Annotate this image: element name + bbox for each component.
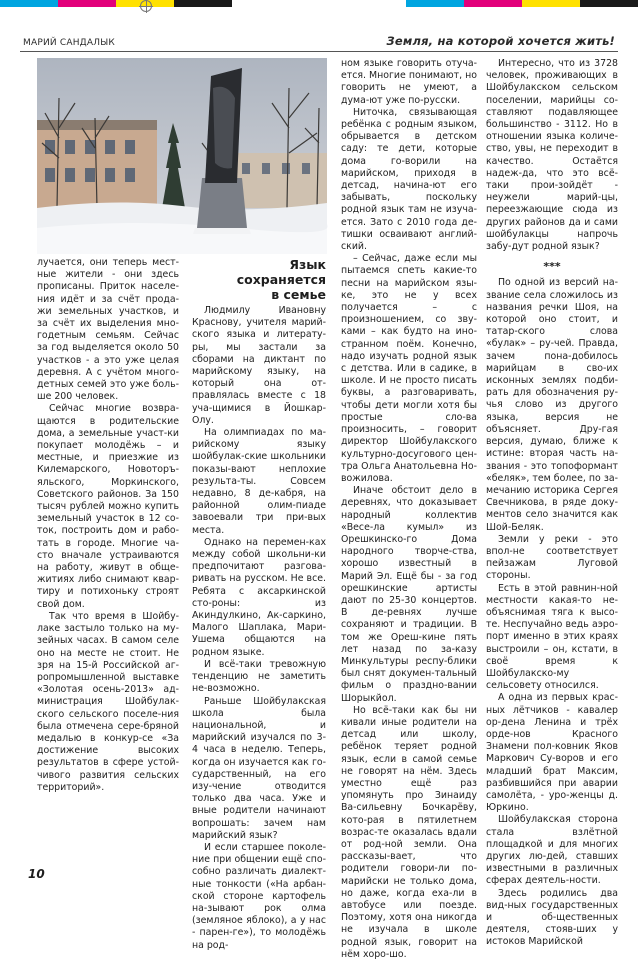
text-column-3 bbox=[341, 58, 477, 961]
paragraph: Раньше Шойбулакская школа была национальной, и марийский изучался по 3-4 часа в неделю. Теперь, когда он изучается как го-сударственный, на его изу-чение отводится только два часа. Уже и вные родители начинают вопрошать: зачем нам марийский язык? bbox=[192, 695, 326, 841]
paragraph: Иначе обстоит дело в деревнях, что доказывает народный коллектив «Весе-ла кумыл» из Орешкинско-го Дома народного творче-ства, хорошо известный в Марий Эл. Ещё бы - за год орешкинские артисты дают по 25-30 концертов. В де-ревнях лучше сохраняют и традиции. В том же Ореш-кине пять лет назад по за-казу Минкультуры респу-блики был снят докумен-тальный фильм о праздно-вании Шорыкйол. bbox=[341, 485, 477, 704]
paragraph: Так что время в Шойбу-лаке застыло только на му-зейных часах. В самом селе оно на месте не стоит. Не зря на 15-й Российской аг-ропромышленной выставке «Золотая осень-2013» ад-министрация Шойбулак-ского сельского поселе-ния была отмечена сере-бряной медалью в конкур-се «За достижение высоких результатов в сфере устой-чивого развития сельских территорий». bbox=[37, 610, 179, 793]
paragraph: На олимпиадах по ма-рийскому языку шойбулак-ские школьники показы-вают неплохие результа-ты. Совсем недавно, 8 де-кабря, на районной олим-пиаде завоевали три при-вых места. bbox=[192, 427, 326, 536]
paragraph: Однако на перемен-ках между собой школьни-ки предпочитают разгова-ривать на русском. Не все. Ребята с аксаркинской сто-роны: из Акиндулкино, Ак-саркино, Малого Шаплака, Мари-Ушема общаются на родном языке. bbox=[192, 536, 326, 658]
paragraph: И если старшее поколе-ние при общении ещё спо-собно различать диалект-ные тонкости («На арбан-ской стороне картофель на-зывают рок олма (земляное яблоко), а у нас - парен-ге»), то молодёжь на род- bbox=[192, 841, 326, 951]
header-title: Земля, на которой хочется жить! bbox=[386, 34, 615, 48]
header-author: МАРИЙ САНДАЛЫК bbox=[23, 38, 115, 48]
text-column-2 bbox=[192, 257, 326, 952]
paragraph: Шойбулакская сторона стала взлётной площадкой и для многих других лю-дей, ставших известными в различных сферах деятель-ности. bbox=[486, 814, 618, 887]
paragraph: Интересно, что из 3728 человек, проживающих в Шойбулакском сельском поселении, марийцы со-ставляют подавляющее большинство - 3112. Но в отношении языка количе-ство, увы, не переходит в качество. Остаётся надеж-да, что это всё-таки прои-зойдёт - неужели марий-цы, переезжающие сюда из других районов да и сами шойбулакцы напрочь забу-дут родной язык? bbox=[486, 58, 618, 253]
print-color-bar bbox=[0, 0, 638, 7]
section-separator: *** bbox=[543, 260, 561, 274]
paragraph: Есть в этой равнин-ной местности какая-то не-объяснимая тяга к высо-те. Неспучайно ведь аэро-порт именно в этих краях выстроили – он, кстати, в своё время к Шойбулакско-му сельсовету относился. bbox=[486, 582, 618, 692]
paragraph: ном языке говорить отуча-ется. Многие понимают, но говорить не умеют, а дума-ют уже по-русски. bbox=[341, 58, 477, 106]
registration-mark-icon bbox=[140, 0, 152, 12]
paragraph: Ниточка, связывающая ребёнка с родным языком, обрывается в детском саду: те дети, которые дома го-ворили на марийском, приходя в детсад, начина-ют его забывать, поскольку родной язык там не изуча-ется. Зато с 2010 года де-тишки осваивают англий-ский. bbox=[341, 106, 477, 253]
paragraph: И всё-таки тревожную тенденцию не заметить не-возможно. bbox=[192, 658, 326, 695]
monument-photo bbox=[37, 58, 327, 254]
text-column-1 bbox=[37, 257, 179, 794]
paragraph: По одной из версий на-звание села сложилось из названия речки Шоя, на которой оно стоит, и татар-ского слова «булак» – ру-чей. Правда, зачем пона-добилось марийцам в сво-их исконных землях подби-рать для обозначения ру-чья слово из другого языка, версия не объясняет. Дру-гая версия, думаю, ближе к истине: вторая часть на-звания - это топоформант «беляк», тем более, по за-мечанию историка Сергея Свечникова, в ряде доку-ментов село значится как Шой-Беляк. bbox=[486, 277, 618, 533]
paragraph: Здесь родились два вид-ных государственных и об-щественных деятеля, стояв-ших у истоков Марийской bbox=[486, 887, 618, 948]
paragraph: Людмилу Ивановну Краснову, учителя марий-ского языка и литерату-ры, мы застали за сборами на диктант по марийскому языку, на который она от-правлялась вместе с 18 уча-щимися в Йошкар-Олу. bbox=[192, 305, 326, 426]
paragraph: А одна из первых крас-ных лётчиков - кавалер ор-дена Ленина и трёх орде-нов Красного Знамени пол-ковник Яков Маркович Су-воров и его младший брат Максим, разбившийся при аварии самолёта, - уро-женцы д. Юркино. bbox=[486, 692, 618, 814]
section-heading: Язык сохраняется в семье bbox=[236, 257, 326, 302]
paragraph: Земли у реки - это впол-не соответствует пейзажам Луговой стороны. bbox=[486, 533, 618, 582]
paragraph: Но всё-таки как бы ни кивали иные родители на детсад или школу, ребёнок теряет родной язык, если в самой семье не говорят на нём. Здесь уместно ещё раз упомянуть про Зинаиду Ва-сильевну Бочкарёву, кото-рая в пятилетнем возрас-те оказалась вдали от род-ной земли. Она рассказы-вает, что родители говори-ли по-марийски не только дома, но даже, когда еха-ли в автобусе или поезде. Поэтому, хотя она никогда не изучала в школе родной язык, говорит на нём хоро-шо. bbox=[341, 704, 477, 960]
header-divider bbox=[20, 51, 618, 52]
paragraph: – Сейчас, даже если мы пытаемся спеть какие-то песни на марийском язы-ке, это не у всех получается – с произношением, со зву-ками – как будто на ино-странном поём. Конечно, надо изучать родной язык с детства. Или в садике, в школе. И не просто писать буквы, а разговаривать, чтобы дети могли хотя бы простые сло-ва произносить, – говорит директор Шойбулакского культурно-досугового цен-тра Ольга Анатольевна Но-вожилова. bbox=[341, 253, 478, 484]
text-column-4 bbox=[486, 58, 618, 949]
paragraph: лучается, они теперь мест-ные жители - они здесь прописаны. Приток населе-ния идёт и за счёт прода-жи земельных участков, и за счёт их выделения мно-годетным семьям. Сейчас за год выделяется около 50 участков - а это уже целая деревня. А с учётом много-детных семей это уже боль-ше 200 человек. bbox=[37, 257, 179, 403]
page-number: 10 bbox=[28, 867, 45, 881]
paragraph: Сейчас многие возвра-щаются в родительские дома, а земельные участ-ки покупает молодёжь – и местные, и приезжие из Килемарского, Новоторъ-яльского, Моркинского, Советского районов. За 150 тысяч рублей можно купить земельный участок в 12 со-ток, построить дом и рабо-тать в городе. Многие ча-сто вначале устраиваются на работу, живут в обще-житиях либо снимают квар-тиру и потихоньку строят свой дом. bbox=[37, 403, 179, 610]
